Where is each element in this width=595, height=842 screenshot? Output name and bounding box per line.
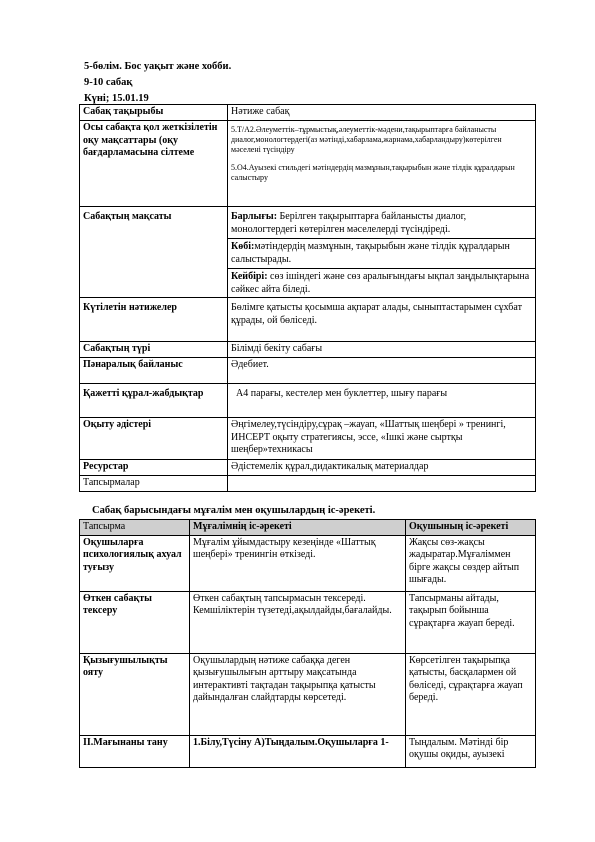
aim-some-text: сөз ішіндегі және сөз аралығындағы ықпал заңдылықтарына сәйкес айта біледі.: [231, 271, 530, 295]
methods-value: Әңгімелеу,түсіндіру,сұрақ –жауап, «Шаттық шеңбері » тренингі, ИНСЕРТ оқыту стратегиясы, эссе, «Ішкі және сыртқы шеңбер»техникасы: [228, 418, 536, 460]
methods-row: [80, 418, 536, 460]
section-heading: 5-бөлім. Бос уақыт және хобби.: [84, 61, 232, 72]
outcomes-value: Бөлімге қатысты қосымша ақпарат алады, сыныптастарымен сұхбат құрады, ой бөліседі.: [228, 298, 536, 342]
aim-all-text: Берілген тақырыптарға байланысты диалог, монологтердегі көтерілген мәселелерді түсіндіреді.: [231, 211, 467, 235]
objective-1: 5.Т/А2.Әлеуметтік–тұрмыстық,әлеуметтік-мәдени,тақырыптарға байланысты диалог,монологтердегі(аз мәтінді,хабарлама,жарнама,хабарландыру)көтерілген мәселені түсіндіру: [231, 125, 502, 154]
equipment-value: А4 парағы, кестелер мен буклеттер, шығу парағы: [228, 384, 536, 418]
type-row: [80, 342, 536, 358]
aims-value: [228, 207, 536, 298]
interdisciplinary-label: Пәнаралық байланыс: [80, 358, 228, 384]
aim-most-text: мәтіндердің мазмұнын, тақырыбын және тілдік құралдарын салыстырады.: [231, 241, 510, 265]
objectives-row: [80, 121, 536, 207]
activity-task: II.Мағынаны тану: [80, 735, 190, 767]
aim-some: [228, 268, 535, 296]
type-label: Сабақтың түрі: [80, 342, 228, 358]
objective-2: 5.О4.Ауызекі стильдегі мәтіндердің мазмұнын,тақырыбын және тілдік құралдарын салыстыру: [231, 163, 515, 182]
aim-all-lead: Барлығы:: [231, 211, 278, 222]
outcomes-label: Күтілетін нәтижелер: [80, 298, 228, 342]
equipment-row: [80, 384, 536, 418]
activities-title: Сабақ барысындағы мұғалім мен оқушылардың іс-әрекеті.: [92, 505, 376, 516]
activity-teacher: 1.Білу,Түсіну А)Тыңдалым.Оқушыларға 1-: [190, 735, 406, 767]
activity-task: Қызығушылықты ояту: [80, 653, 190, 735]
aim-most-lead: Көбі:: [231, 241, 255, 252]
equipment-label: Қажетті құрал-жабдықтар: [80, 384, 228, 418]
activity-task: Өткен сабақты тексеру: [80, 591, 190, 653]
aim-all: [231, 211, 532, 236]
activity-row: [80, 591, 536, 653]
activity-student: Жақсы сөз-жақсы жадыратар.Мұғаліммен бірге жақсы сөздер айтып шығады.: [406, 535, 536, 591]
aims-label: Сабақтың мақсаты: [80, 207, 228, 298]
aim-some-lead: Кейбірі:: [231, 271, 268, 282]
topic-label: Сабақ тақырыбы: [80, 105, 228, 121]
lesson-date: Күні; 15.01.19: [84, 93, 149, 104]
aim-most: [228, 238, 535, 266]
resources-row: [80, 460, 536, 476]
objectives-value: [228, 121, 536, 207]
interdisciplinary-value: Әдебиет.: [228, 358, 536, 384]
outcomes-row: [80, 298, 536, 342]
activity-teacher: Өткен сабақтың тапсырмасын тексереді. Кемшіліктерін түзетеді,ақылдайды,бағалайды.: [190, 591, 406, 653]
activity-student: Тыңдалым. Мәтінді бір оқушы оқиды, ауызекі: [406, 735, 536, 767]
activity-row: [80, 735, 536, 767]
activity-task: Оқушыларға психологиялық ахуал туғызу: [80, 535, 190, 591]
activity-teacher: Оқушылардың нәтиже сабаққа деген қызығушылығын арттыру мақсатында интерактивті тақтадан тақырыпқа қатысты дайындалған слайдтарды көрсетеді.: [190, 653, 406, 735]
topic-value: Нәтиже сабақ: [228, 105, 536, 121]
activity-row: [80, 535, 536, 591]
interdisciplinary-row: [80, 358, 536, 384]
activities-table: [79, 519, 536, 768]
header-task: Тапсырма: [80, 520, 190, 536]
tasks-value: [228, 476, 536, 492]
lesson-plan-table: [79, 104, 536, 492]
methods-label: Оқыту әдістері: [80, 418, 228, 460]
header-student: Оқушының іс-әрекеті: [406, 520, 536, 536]
aims-row: [80, 207, 536, 298]
topic-row: [80, 105, 536, 121]
activity-teacher: Мұғалім ұйымдастыру кезеңінде «Шаттық шеңбері» тренингін өткізеді.: [190, 535, 406, 591]
resources-label: Ресурстар: [80, 460, 228, 476]
activities-header-row: [80, 520, 536, 536]
tasks-label: Тапсырмалар: [80, 476, 228, 492]
lesson-number: 9-10 сабақ: [84, 77, 133, 88]
activity-row: [80, 653, 536, 735]
objectives-label: Осы сабақта қол жеткізілетін оқу мақсаттары (оқу бағдарламасына сілтеме: [80, 121, 228, 207]
header-teacher: Мұғалімнің іс-әрекеті: [190, 520, 406, 536]
activity-student: Көрсетілген тақырыпқа қатысты, басқалармен ой бөліседі, сұрақтарға жауап береді.: [406, 653, 536, 735]
tasks-row: [80, 476, 536, 492]
resources-value: Әдістемелік құрал,дидактикалық материалдар: [228, 460, 536, 476]
type-value: Білімді бекіту сабағы: [228, 342, 536, 358]
activity-student: Тапсырманы айтады, тақырып бойынша сұрақтарға жауап береді.: [406, 591, 536, 653]
